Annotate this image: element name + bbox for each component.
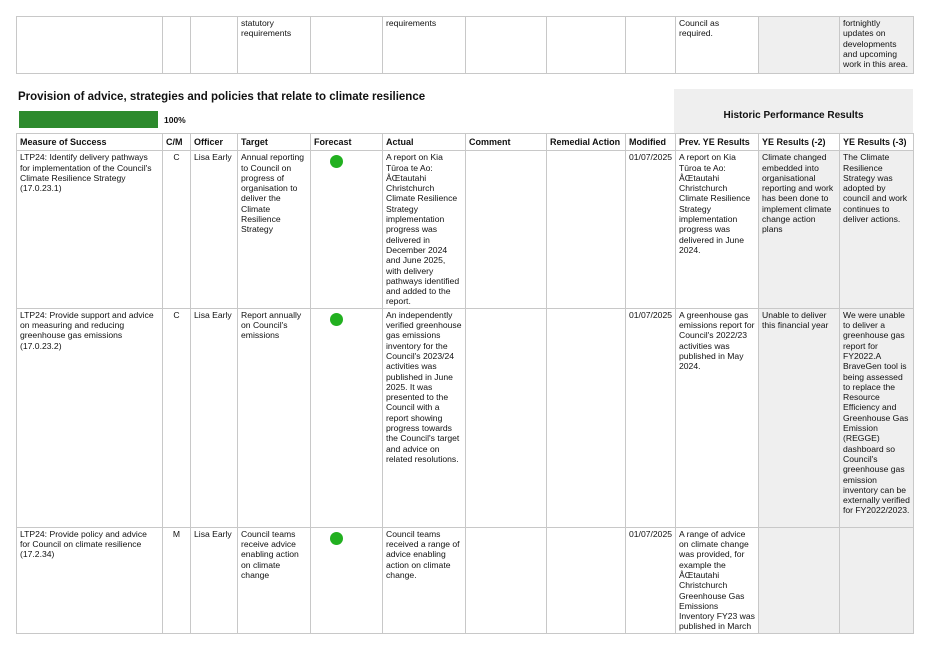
forecast-cell — [311, 308, 383, 527]
cm-cell: M — [163, 527, 191, 633]
officer-cell: Lisa Early — [191, 308, 238, 527]
ye3-cell: fortnightly updates on developments and upcoming work in this area. — [840, 17, 914, 74]
section-title: Provision of advice, strategies and policies that relate to climate resilience — [18, 91, 426, 103]
cm-cell: C — [163, 308, 191, 527]
prev-ye-cell: A report on Kia Tūroa te Ao: ÅŒtautahi Christchurch Climate Resilience Strategy implementation progress was delivered in June 2024. — [676, 151, 759, 308]
forecast-cell — [311, 527, 383, 633]
officer-cell — [191, 17, 238, 74]
measure-cell: LTP24: Provide policy and advice for Council on climate resilience (17.2.34) — [17, 527, 163, 633]
forecast-cell — [311, 17, 383, 74]
ye3-cell: We were unable to deliver a greenhouse gas report for FY2022.A BraveGen tool is being assessed to replace the Resource Efficiency and Greenhouse Gas Emission (REGGE) dashboard so Council's greenhouse gas emission inventory can be externally verified for FY2022/2023. — [840, 308, 914, 527]
column-header-comment: Comment — [466, 134, 547, 151]
target-cell: Report annually on Council's emissions — [238, 308, 311, 527]
remedial-cell — [547, 151, 626, 308]
measures-table — [16, 133, 914, 634]
column-header-target: Target — [238, 134, 311, 151]
officer-cell: Lisa Early — [191, 527, 238, 633]
remedial-cell — [547, 308, 626, 527]
officer-cell: Lisa Early — [191, 151, 238, 308]
green-status-dot-icon — [330, 532, 343, 545]
actual-cell: Council teams received a range of advice enabling action on climate change. — [383, 527, 466, 633]
historic-performance-title: Historic Performance Results — [723, 110, 864, 121]
historic-performance-header — [674, 89, 913, 133]
measure-cell: LTP24: Provide support and advice on measuring and reducing greenhouse gas emissions (17.0.23.2) — [17, 308, 163, 527]
progress-label: 100% — [164, 115, 186, 125]
ye2-cell: Unable to deliver this financial year — [759, 308, 840, 527]
column-header-ye3: YE Results (-3) — [840, 134, 914, 151]
progress-bar — [19, 111, 158, 128]
prev-ye-cell: A range of advice on climate change was provided, for example the ÅŒtautahi Christchurch Greenhouse Gas Emissions Inventory FY23 was published in March — [676, 527, 759, 633]
column-header-prev-ye: Prev. YE Results — [676, 134, 759, 151]
modified-cell: 01/07/2025 — [626, 151, 676, 308]
column-header-remedial: Remedial Action — [547, 134, 626, 151]
column-header-ye2: YE Results (-2) — [759, 134, 840, 151]
green-status-dot-icon — [330, 313, 343, 326]
column-header-forecast: Forecast — [311, 134, 383, 151]
ye3-cell — [840, 527, 914, 633]
remedial-cell — [547, 17, 626, 74]
target-cell: statutory requirements — [238, 17, 311, 74]
ye2-cell — [759, 17, 840, 74]
previous-section-table — [16, 16, 914, 74]
table-row — [17, 151, 914, 308]
comment-cell — [466, 151, 547, 308]
ye2-cell — [759, 527, 840, 633]
ye2-cell: Climate changed embedded into organisational reporting and work has been done to implement climate change action plans — [759, 151, 840, 308]
green-status-dot-icon — [330, 155, 343, 168]
comment-cell — [466, 17, 547, 74]
column-header-actual: Actual — [383, 134, 466, 151]
modified-cell: 01/07/2025 — [626, 308, 676, 527]
column-header-officer: Officer — [191, 134, 238, 151]
comment-cell — [466, 308, 547, 527]
prev-ye-cell: A greenhouse gas emissions report for Council's 2022/23 activities was published in May 2024. — [676, 308, 759, 527]
prev-ye-cell: Council as required. — [676, 17, 759, 74]
table-row — [17, 17, 914, 74]
comment-cell — [466, 527, 547, 633]
cm-cell — [163, 17, 191, 74]
actual-cell: requirements — [383, 17, 466, 74]
actual-cell: A report on Kia Tūroa te Ao: ÅŒtautahi Christchurch Climate Resilience Strategy implementation progress was delivered in December 2024 and June 2025, with delivery pathways identified and added to the report. — [383, 151, 466, 308]
target-cell: Council teams receive advice enabling action on climate change — [238, 527, 311, 633]
column-header-cm: C/M — [163, 134, 191, 151]
modified-cell: 01/07/2025 — [626, 527, 676, 633]
table-row — [17, 527, 914, 633]
ye3-cell: The Climate Resilience Strategy was adopted by council and work continues to deliver actions. — [840, 151, 914, 308]
modified-cell — [626, 17, 676, 74]
measure-cell: LTP24: Identify delivery pathways for implementation of the Council's Climate Resilience Strategy (17.0.23.1) — [17, 151, 163, 308]
header-row — [17, 134, 914, 151]
measure-cell — [17, 17, 163, 74]
remedial-cell — [547, 527, 626, 633]
actual-cell: An independently verified greenhouse gas emissions inventory for the Council's 2023/24 activities was published in June 2025. It was presented to the Council with a report showing progress towards the Council's target and advice on related resolutions. — [383, 308, 466, 527]
column-header-modified: Modified — [626, 134, 676, 151]
table-row — [17, 308, 914, 527]
cm-cell: C — [163, 151, 191, 308]
column-header-measure: Measure of Success — [17, 134, 163, 151]
target-cell: Annual reporting to Council on progress of organisation to deliver the Climate Resilience Strategy — [238, 151, 311, 308]
forecast-cell — [311, 151, 383, 308]
